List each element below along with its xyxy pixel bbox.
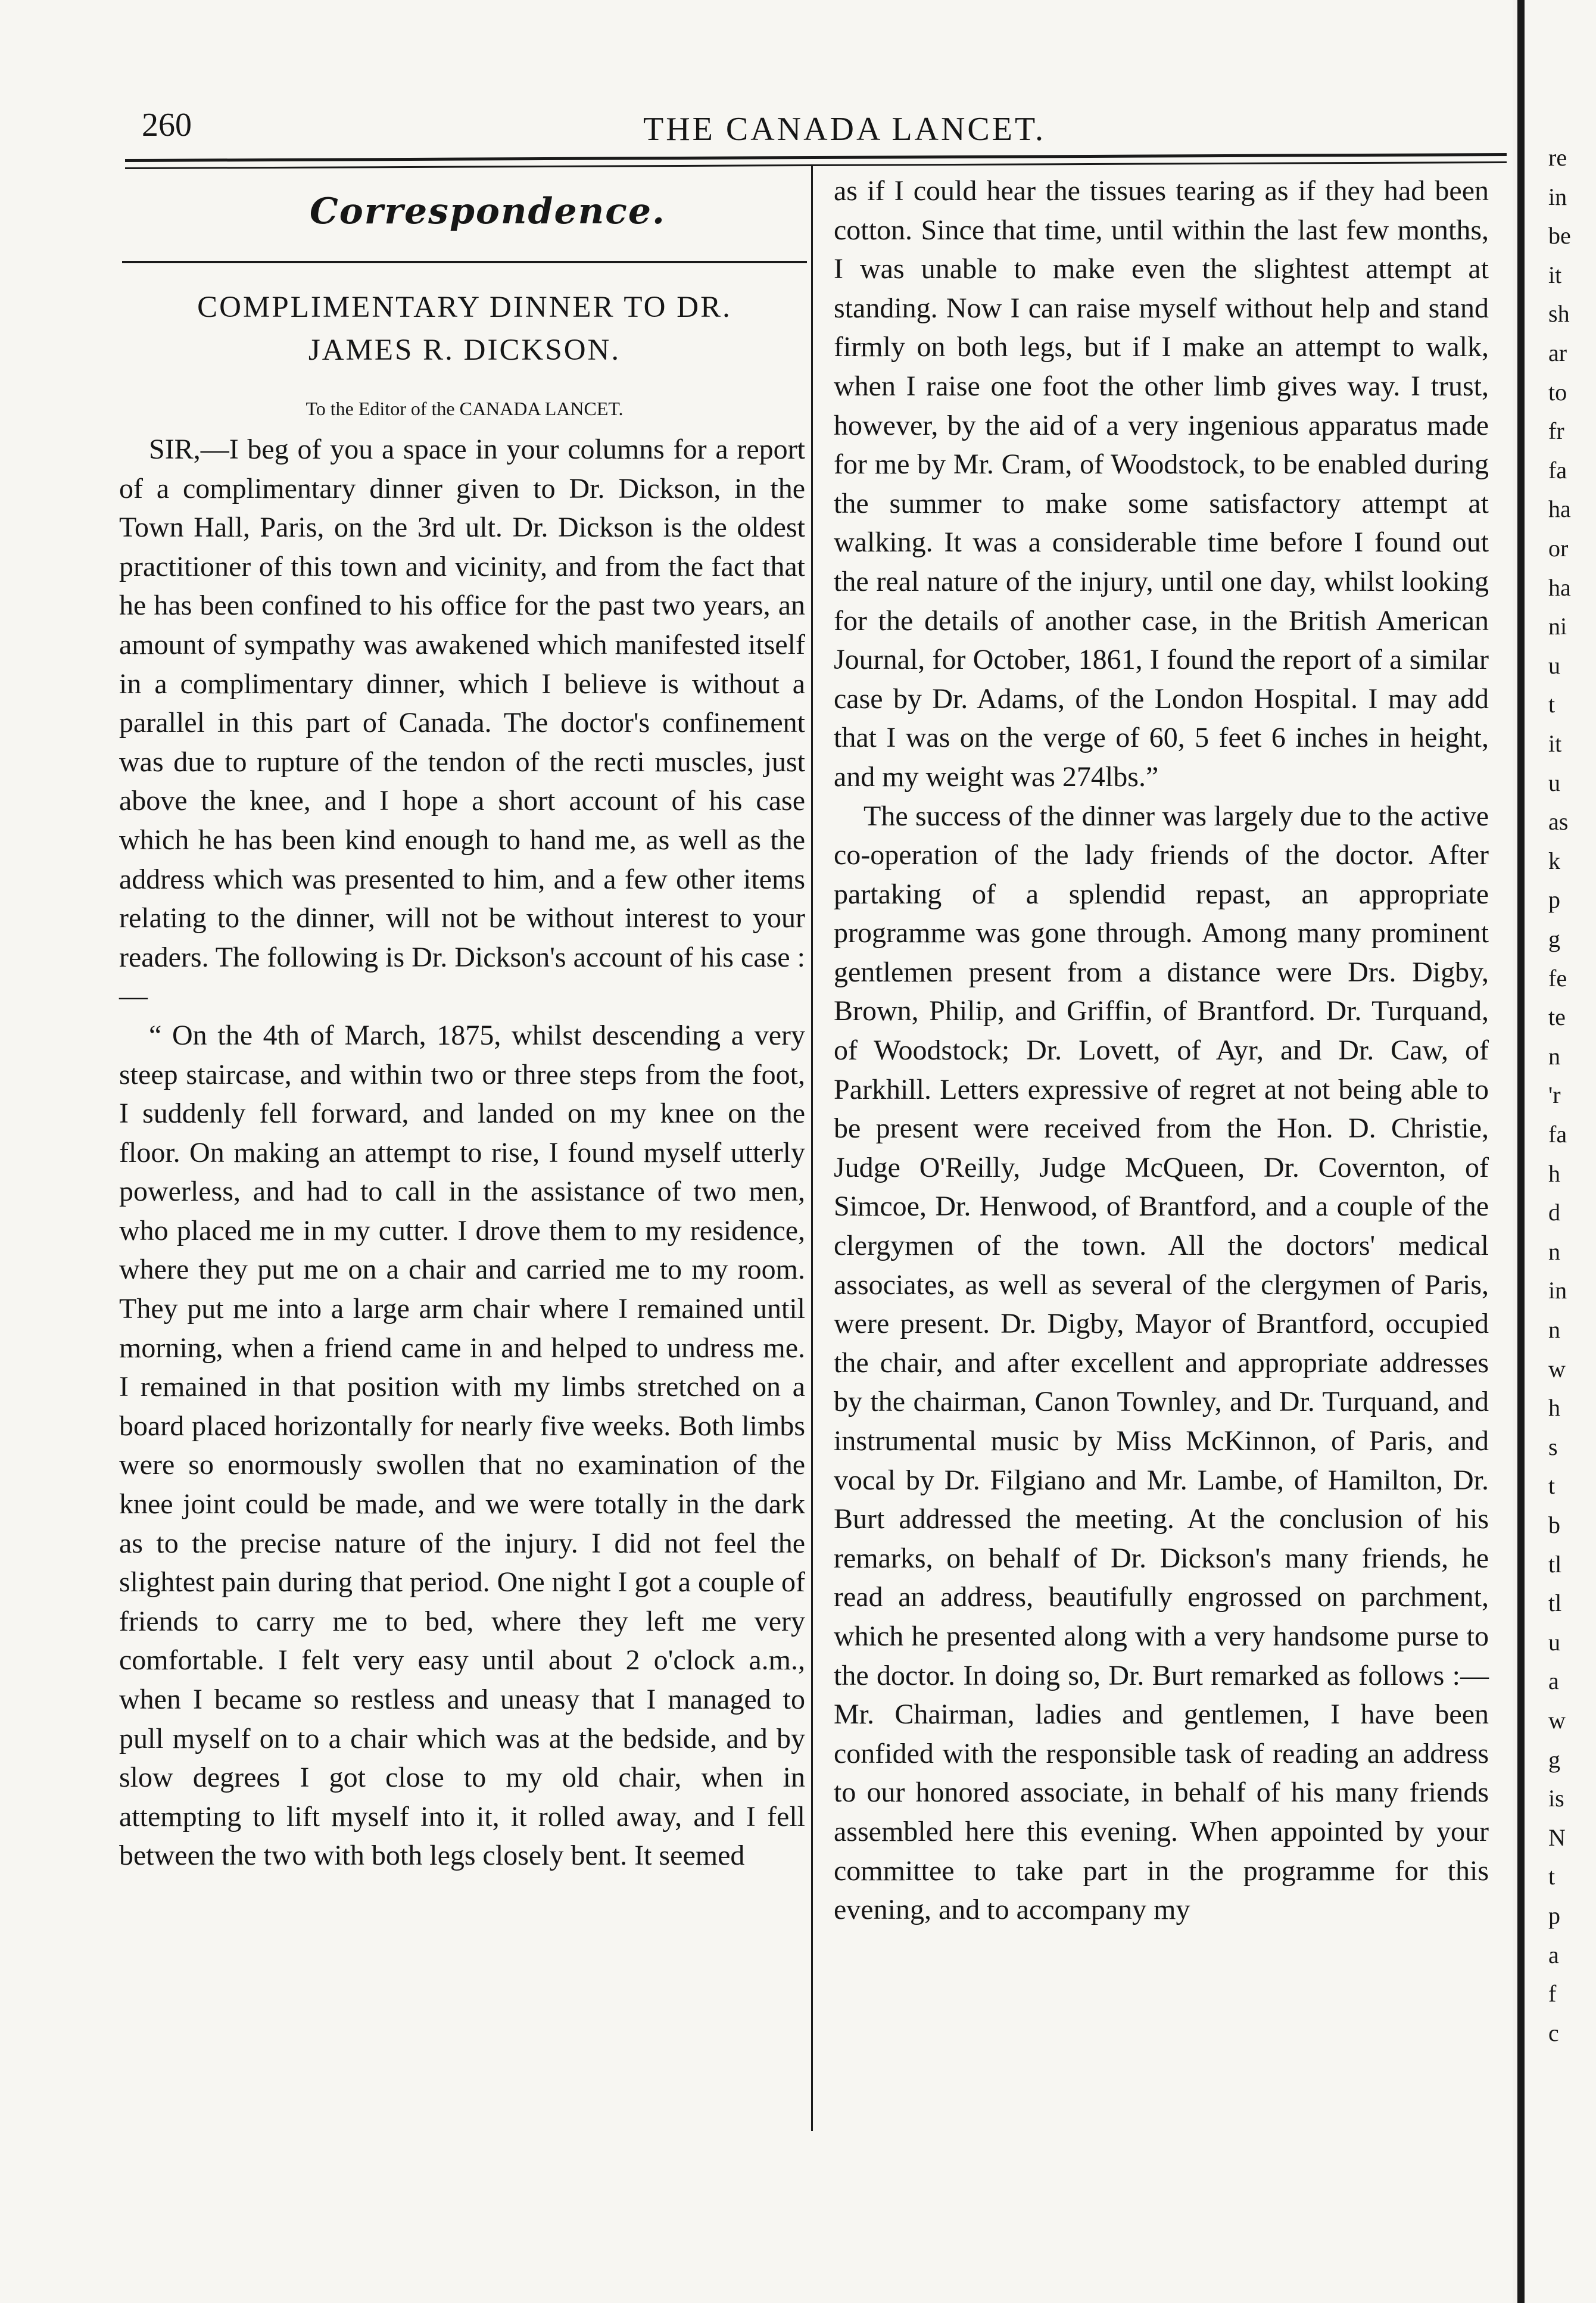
facing-page-letter: in <box>1548 1277 1567 1304</box>
facing-page-letter: it <box>1548 730 1562 757</box>
column-divider <box>811 166 813 2131</box>
facing-page-letter: p <box>1548 886 1560 914</box>
header-rule <box>125 153 1507 162</box>
facing-page-letter: u <box>1548 652 1560 679</box>
facing-page-letter: ha <box>1548 574 1571 601</box>
facing-page-letter: u <box>1548 1628 1560 1656</box>
facing-page-letter: n <box>1548 1316 1560 1343</box>
facing-page-letter: ha <box>1548 495 1571 523</box>
facing-page-letter: a <box>1548 1941 1559 1968</box>
page-number: 260 <box>142 107 192 144</box>
facing-page-letter: b <box>1548 1512 1560 1538</box>
facing-page-letter: 'r <box>1548 1082 1561 1109</box>
facing-page-letter: h <box>1548 1394 1560 1422</box>
facing-page-letter: in <box>1548 183 1567 210</box>
facing-page-letter: is <box>1548 1785 1564 1812</box>
facing-page-letter: c <box>1548 2019 1559 2046</box>
facing-page-letter: be <box>1548 222 1571 250</box>
facing-page-letter: k <box>1548 847 1560 874</box>
facing-page-letter: a <box>1548 1668 1559 1695</box>
facing-page-letter: u <box>1548 769 1560 796</box>
facing-page-letter: as <box>1548 808 1569 836</box>
article-title <box>137 286 792 372</box>
facing-page-letter: fa <box>1548 1121 1567 1148</box>
facing-page-letter: fa <box>1548 456 1567 484</box>
facing-page-letter: w <box>1548 1355 1566 1382</box>
running-title: THE CANADA LANCET. <box>643 111 1046 148</box>
right-column <box>834 172 1489 1930</box>
facing-page-letter: sh <box>1548 300 1570 328</box>
section-rule <box>122 261 807 263</box>
left-column <box>119 430 805 1875</box>
left-paragraph-2: “ On the 4th of March, 1875, whilst descending a very steep staircase, and within two or three steps from the foot, I suddenly fell forward, and landed on my knee on the floor. On making an attempt to rise, I found myself utterly powerless, and had to call in the assistance of two men, who placed me in my cutter. I drove them to my residence, where they put me on a chair and carried me to my room. They put me into a large arm chair where I remained until morning, when a friend came in and helped to undress me. I remained in that position with my limbs stretched on a board placed horizontally for nearly five weeks. Both limbs were so enormously swollen that no examination of the knee joint could be made, and we were totally in the dark as to the precise nature of the injury. I did not feel the slightest pain during that period. One night I got a couple of friends to carry me to bed, where they left me very comfortable. I felt very easy until about 2 o'clock a.m., when I became so restless and uneasy that I managed to pull myself on to a chair which was at the bedside, and by slow degrees I got close to my old chair, when in attempting to lift myself into it, it rolled away, and I fell between the two with both legs closely bent. It seemed <box>119 1019 805 1872</box>
facing-page-letter: t <box>1548 1863 1556 1890</box>
facing-page-letter: g <box>1548 1746 1560 1773</box>
facing-page-letter: n <box>1548 1042 1560 1070</box>
facing-page-letter: fr <box>1548 417 1564 445</box>
facing-page-letter: ni <box>1548 613 1567 640</box>
header-rule-thin <box>125 161 1507 169</box>
facing-page-letter: re <box>1548 144 1567 171</box>
facing-page-letter: g <box>1548 925 1560 952</box>
article-title-line1: COMPLIMENTARY DINNER TO DR. <box>197 291 732 324</box>
section-title: Correspondence. <box>310 191 666 232</box>
facing-page-letter: n <box>1548 1238 1560 1265</box>
right-paragraph-1: as if I could hear the tissues tearing as if they had been cotton. Since that time, until within the last few months, I was unable to make even the slightest attempt at standing. Now I can raise myself without help and stand firmly on both legs, but if I make an attempt to walk, when I raise one foot the other limb gives way. I trust, however, by the aid of a very ingenious apparatus made for me by Mr. Cram, of Woodstock, to be enabled during the summer to make some satisfactory attempt at walking. It was a considerable time before I found out the real nature of the injury, until one day, whilst looking for the details of another case, in the British American Journal, for October, 1861, I found the report of a similar case by Dr. Adams, of the London Hospital. I may add that I was on the verge of 60, 5 feet 6 inches in height, and my weight was 274lbs.” <box>834 175 1489 793</box>
facing-page-letter: tl <box>1548 1550 1562 1578</box>
facing-page-letter: s <box>1548 1433 1558 1460</box>
facing-page-letter: te <box>1548 1004 1566 1031</box>
facing-page-letter: h <box>1548 1160 1560 1187</box>
right-paragraph-2: The success of the dinner was largely due to the active co-operation of the lady friends of the doctor. After partaking of a splendid repast, an appropriate programme was gone through. Among many prominent gentlemen present from a distance were Drs. Digby, Brown, Philip, and Griffin, of Brantford. Dr. Turquand, of Woodstock; Dr. Lovett, of Ayr, and Dr. Caw, of Parkhill. Letters expressive of regret at not being able to be present were received from the Hon. D. Christie, Judge O'Reilly, Judge McQueen, Dr. Covernton, of Simcoe, Dr. Henwood, of Brantford, and a couple of the clergymen of the town. All the doctors' medical associates, as well as several of the clergymen of Paris, were present. Dr. Digby, Mayor of Brantford, occupied the chair, and after excellent and appropriate addresses by the chairman, Canon Townley, and Dr. Turquand, and instrumental music by Miss McKinnon, of Paris, and vocal by Dr. Filgiano and Mr. Lambe, of Hamilton, Dr. Burt addressed the meeting. At the conclusion of his remarks, on behalf of Dr. Dickson's many friends, he read an address, beautifully engrossed on parchment, which he presented along with a very handsome purse to the doctor. In doing so, Dr. Burt remarked as follows :—Mr. Chairman, ladies and gentlemen, I have been confided with the responsible task of reading an address to our honored associate, in behalf of his many friends assembled here this evening. When appointed by your committee to take part in the programme for this evening, and to accompany my <box>834 800 1489 1926</box>
facing-page-letter: f <box>1548 1980 1557 2008</box>
facing-page-letter: w <box>1548 1707 1566 1734</box>
facing-page-letter: tl <box>1548 1590 1562 1617</box>
facing-page-letter: or <box>1548 535 1569 562</box>
facing-page-letter: to <box>1548 378 1567 406</box>
article-title-line2: JAMES R. DICKSON. <box>308 334 621 367</box>
facing-page-letter: t <box>1548 1472 1556 1500</box>
facing-page-letter: d <box>1548 1199 1560 1226</box>
facing-page-letter: fe <box>1548 964 1567 992</box>
left-paragraph-1: SIR,—I beg of you a space in your columns for a report of a complimentary dinner given to Dr. Dickson, in the Town Hall, Paris, on the 3rd ult. Dr. Dickson is the oldest practitioner of this town and vicinity, and from the fact that he has been confined to his office for the past two years, an amount of sympathy was awakened which manifested itself in a complimentary dinner, which I believe is without a parallel in this part of Canada. The doctor's confinement was due to rupture of the tendon of the recti muscles, just above the knee, and I hope a short account of his case which he has been kind enough to hand me, as well as the address which was presented to him, and a few other items relating to the dinner, will not be without interest to your readers. The following is Dr. Dickson's account of his case :— <box>119 434 805 1012</box>
facing-page-letter: ar <box>1548 339 1567 366</box>
to-editor-line: To the Editor of the CANADA LANCET. <box>306 398 624 419</box>
facing-page-letter: N <box>1548 1824 1566 1851</box>
facing-page-letter: p <box>1548 1902 1560 1929</box>
facing-page-letter: it <box>1548 261 1562 288</box>
facing-page-letter: t <box>1548 691 1556 718</box>
